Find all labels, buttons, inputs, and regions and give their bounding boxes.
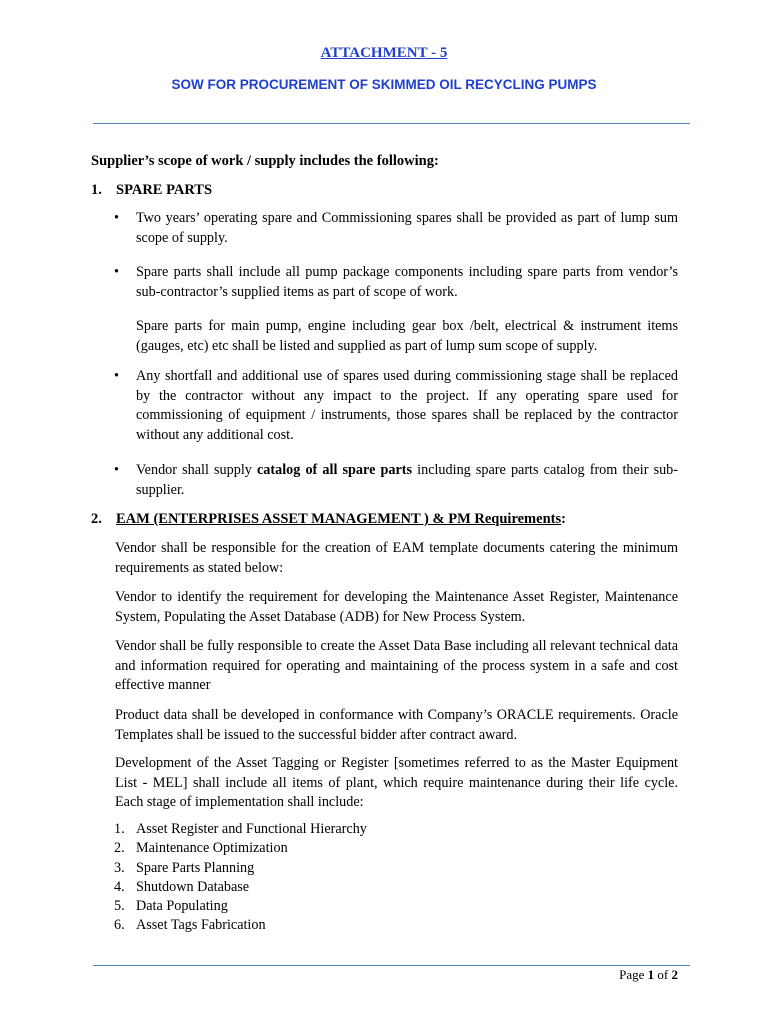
- section-1-title: SPARE PARTS: [116, 182, 213, 198]
- attachment-heading: ATTACHMENT - 5: [320, 45, 448, 61]
- footer-divider: [93, 965, 690, 966]
- list-item-label: Asset Register and Functional Hierarchy: [136, 821, 367, 837]
- page-number: [619, 967, 678, 983]
- list-item: [114, 878, 367, 897]
- bullet-item: [114, 263, 678, 302]
- bullet-text: Any shortfall and additional use of spares used during commissioning stage shall be replaced by the contractor without any impact to the project. If any operating spare used for commissioning of equipment / instruments, those spares shall be replaced by the contractor without any additional cost.: [136, 368, 678, 443]
- list-item: [114, 839, 367, 858]
- section-1-number: 1.: [91, 182, 102, 198]
- bullet-text: Two years’ operating spare and Commissioning spares shall be provided as part of lump sum scope of supply.: [136, 210, 678, 246]
- paragraph: Vendor to identify the requirement for developing the Maintenance Asset Register, Maintenance System, Populating the Asset Database (ADB) for New Process System.: [115, 589, 678, 625]
- list-item: [114, 859, 367, 878]
- paragraph: Product data shall be developed in conformance with Company’s ORACLE requirements. Oracle Templates shall be issued to the successful bidder after contract award.: [115, 707, 678, 743]
- bullet-text-part: Vendor shall supply: [136, 462, 257, 478]
- list-item-label: Data Populating: [136, 898, 228, 915]
- list-item-label: Asset Tags Fabrication: [136, 917, 266, 934]
- bullet-text: Spare parts shall include all pump package components including spare parts from vendor’s sub-contractor’s supplied items as part of scope of work.: [136, 264, 678, 300]
- bullet-icon: •: [114, 210, 119, 226]
- list-item-number: 6.: [114, 917, 125, 934]
- section-2-title: EAM (ENTERPRISES ASSET MANAGEMENT ) & PM Requirements: [116, 511, 562, 527]
- section-1-heading: [91, 182, 212, 199]
- paragraph: Development of the Asset Tagging or Register [sometimes referred to as the Master Equipment List - MEL] shall include all items of plant, which require maintenance during their life cycle. Each stage of implementation shall include:: [115, 755, 678, 810]
- section-2-number: 2.: [91, 511, 102, 527]
- section-2-heading: [91, 511, 566, 528]
- paragraph: Vendor shall be fully responsible to create the Asset Data Base including all relevant technical data and information required for operating and maintaining of the process system in a safe and cost effective manner: [115, 638, 678, 693]
- implementation-stage-list: [114, 820, 367, 936]
- list-item-number: 5.: [114, 898, 125, 915]
- page-of-label: of: [654, 967, 672, 982]
- list-item-number: 4.: [114, 878, 125, 895]
- list-item-number: 1.: [114, 821, 125, 837]
- bullet-icon: •: [114, 462, 119, 478]
- list-item: [114, 897, 367, 916]
- bullet-text-part: including spare parts catalog from their sub-supplier.: [136, 462, 679, 498]
- paragraph: Vendor shall be responsible for the creation of EAM template documents catering the minimum requirements as stated below:: [115, 540, 678, 576]
- bullet-item: [114, 367, 678, 445]
- list-item-label: Maintenance Optimization: [136, 840, 288, 857]
- page-label: Page: [619, 967, 648, 982]
- list-item-label: Spare Parts Planning: [136, 859, 255, 876]
- bullet-text: [136, 461, 678, 500]
- bullet-item: [114, 461, 678, 500]
- list-item: [114, 820, 367, 839]
- list-item-number: 2.: [114, 840, 125, 857]
- list-item: [114, 916, 367, 935]
- bullet-icon: •: [114, 368, 119, 384]
- document-title: SOW FOR PROCUREMENT OF SKIMMED OIL RECYCLING PUMPS: [171, 77, 597, 92]
- current-page: 1: [647, 967, 655, 982]
- bullet-item: [114, 209, 678, 248]
- list-item-label: Shutdown Database: [136, 878, 250, 895]
- section-2-title-suffix: :: [561, 511, 566, 527]
- list-item-number: 3.: [114, 859, 125, 876]
- bullet-icon: •: [114, 264, 119, 280]
- total-pages: 2: [671, 967, 678, 982]
- header-divider: [93, 123, 690, 124]
- bullet-text-bold: catalog of all spare parts: [257, 462, 413, 478]
- bullet-continuation: Spare parts for main pump, engine including gear box /belt, electrical & instrument items (gauges, etc) etc shall be listed and supplied as part of lump sum scope of supply.: [136, 318, 678, 354]
- scope-intro: Supplier’s scope of work / supply includes the following:: [91, 153, 439, 169]
